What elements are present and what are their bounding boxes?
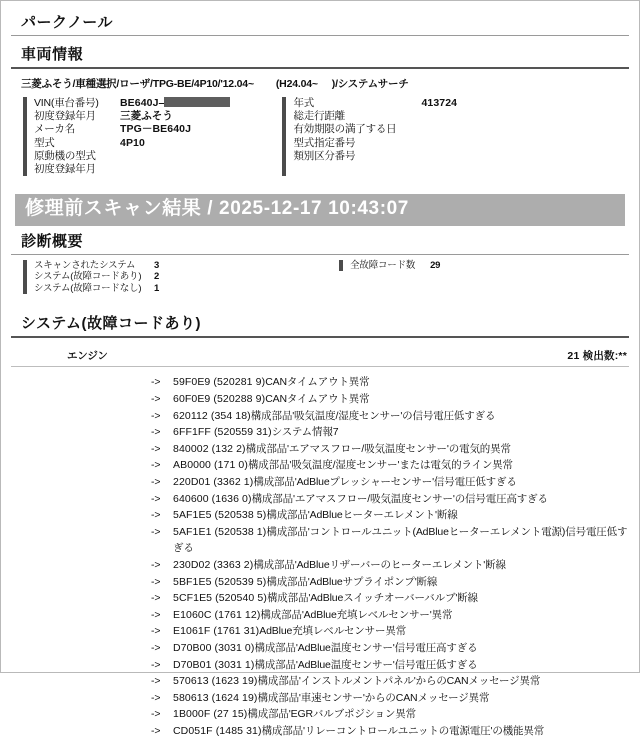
summary-row: [350, 260, 440, 272]
breadcrumb-path: 三菱ふそう/車種選択/ローザ/TPG-BE/4P10/'12.04~: [21, 78, 254, 90]
arrow-icon: ->: [151, 558, 161, 571]
dtc-code: 620112 (354 18): [173, 409, 251, 422]
arrow-icon: ->: [151, 658, 161, 671]
dtc-code: D70B01 (3031 1): [173, 658, 255, 671]
vehicle-info-right-column: [282, 97, 457, 176]
breadcrumb-year: (H24.04~: [275, 78, 318, 90]
vehicle-info-row: [34, 123, 230, 136]
dtc-description: 構成部品'EGRバルブポジション異常: [247, 708, 416, 721]
dtc-row[interactable]: [11, 507, 629, 524]
dtc-row[interactable]: [11, 441, 629, 458]
summary-value: 1: [154, 282, 160, 294]
dtc-code: 59F0E9 (520281 9): [173, 376, 266, 389]
vehicle-info-row: [293, 110, 457, 123]
dtc-code: 60F0E9 (520288 9): [173, 393, 266, 405]
dtc-code: 5AF1E5 (520538 5): [173, 509, 267, 522]
dtc-code: 570613 (1623 19): [173, 675, 258, 688]
breadcrumb-tail: )/システムサーチ: [331, 78, 409, 90]
vin-redaction-bar: [164, 97, 230, 107]
dtc-description: 構成部品'インストルメントパネル'からのCANメッセージ異常: [257, 675, 541, 688]
dtc-code: 5BF1E5 (520539 5): [173, 575, 267, 588]
vehicle-info-row: [34, 110, 230, 123]
dtc-code: 220D01 (3362 1): [173, 475, 254, 488]
arrow-icon: ->: [151, 708, 161, 721]
vehicle-info-label: 初度登録年月: [34, 163, 96, 176]
arrow-icon: ->: [151, 675, 161, 688]
accent-bar: [339, 260, 343, 271]
dtc-description: AdBlue充填レベルセンサー異常: [259, 625, 407, 638]
dtc-description: 構成部品'リレーコントロールユニットの電源電圧'の機能異常: [261, 724, 545, 737]
dtc-description: 構成部品'車速センサー'からのCANメッセージ異常: [257, 691, 490, 704]
arrow-icon: ->: [151, 459, 161, 472]
vehicle-info-value: BE640J–: [120, 97, 165, 109]
dtc-list: [11, 374, 629, 739]
vehicle-info: [11, 97, 629, 176]
dtc-code: 580613 (1624 19): [173, 691, 258, 704]
summary-right-block: [339, 260, 440, 295]
dtc-row[interactable]: [11, 424, 629, 441]
summary-row: [34, 283, 159, 295]
arrow-icon: ->: [151, 608, 161, 621]
vehicle-info-title: 車両情報: [11, 39, 629, 69]
diagnostic-summary-title: 診断概要: [11, 226, 629, 255]
vehicle-info-value: 413724: [421, 97, 458, 109]
dtc-row[interactable]: [11, 491, 629, 508]
dtc-row[interactable]: [11, 623, 629, 640]
dtc-description: 構成部品'AdBlueリザーバーのヒーターエレメント'断線: [253, 558, 506, 571]
dtc-row[interactable]: [11, 673, 629, 690]
dtc-description: システム情報7: [271, 426, 339, 439]
vehicle-info-row: [34, 137, 230, 150]
vehicle-info-row: [34, 163, 230, 176]
summary-value: 3: [154, 259, 160, 271]
dtc-code: 640600 (1636 0): [173, 492, 252, 505]
vehicle-info-row: [293, 97, 457, 110]
dtc-row[interactable]: [11, 474, 629, 491]
vehicle-info-row: [293, 150, 457, 163]
dtc-code: 5CF1E5 (520540 5): [173, 592, 267, 605]
dtc-description: 構成部品'吸気温度/湿度センサー'または電気的ライン異常: [247, 459, 513, 472]
dtc-row[interactable]: [11, 657, 629, 674]
vehicle-info-label: 類別区分番号: [293, 149, 356, 162]
arrow-icon: ->: [151, 641, 161, 654]
dtc-row[interactable]: [11, 457, 629, 474]
dtc-row[interactable]: [11, 408, 629, 425]
dtc-description: 構成部品'AdBlueヒーターエレメント'断線: [266, 509, 458, 522]
breadcrumb: [11, 73, 629, 97]
dtc-description: 構成部品'AdBlueプレッシャーセンサー'信号電圧低すぎる: [253, 475, 517, 488]
vehicle-info-row: [34, 97, 230, 110]
dtc-code: AB0000 (171 0): [173, 459, 248, 472]
vehicle-info-value: 4P10: [120, 136, 145, 149]
arrow-icon: ->: [151, 575, 161, 588]
accent-bar: [23, 260, 27, 295]
vehicle-info-value: 三菱ふそう: [120, 110, 173, 123]
dtc-description: 構成部品'吸気温度/湿度センサー'の信号電圧低すぎる: [250, 409, 496, 422]
summary-row: [34, 260, 159, 272]
system-row-engine[interactable]: [11, 342, 629, 367]
accent-bar: [23, 97, 27, 176]
dtc-row[interactable]: [11, 690, 629, 707]
dtc-description: CANタイムアウト異常: [265, 393, 370, 405]
vehicle-info-label: 年式: [293, 97, 315, 109]
arrow-icon: ->: [151, 409, 161, 422]
dtc-code: 840002 (132 2): [173, 442, 246, 455]
dtc-description: 構成部品'エアマスフロー/吸気温度センサー'の信号電圧高すぎる: [251, 492, 548, 505]
vehicle-info-row: [34, 150, 230, 163]
arrow-icon: ->: [151, 492, 161, 505]
dtc-row[interactable]: [11, 590, 629, 607]
page-title: パークノール: [11, 7, 629, 36]
dtc-description: 構成部品'AdBlueサプライポンプ'断線: [266, 575, 438, 588]
vehicle-info-value: TPG－BE640J: [120, 123, 192, 136]
vehicle-info-label: 型式指定番号: [293, 136, 356, 149]
arrow-icon: ->: [151, 393, 161, 405]
dtc-code: 6FF1FF (520559 31): [173, 426, 272, 439]
dtc-row[interactable]: [11, 391, 629, 408]
dtc-row[interactable]: [11, 723, 629, 739]
vehicle-info-label: メーカ名: [34, 123, 75, 136]
vehicle-info-label: 総走行距離: [293, 110, 345, 123]
dtc-row[interactable]: [11, 574, 629, 591]
dtc-description: CANタイムアウト異常: [265, 376, 370, 389]
dtc-description: 構成部品'AdBlueスイッチオーバーバルブ'断線: [266, 592, 478, 605]
summary-label: システム(故障コードなし): [34, 282, 142, 294]
dtc-description: 構成部品'AdBlue温度センサー'信号電圧高すぎる: [254, 641, 478, 654]
arrow-icon: ->: [151, 426, 161, 439]
dtc-code: E1061F (1761 31): [173, 625, 260, 638]
vehicle-info-left-column: [23, 97, 230, 176]
diagnostic-summary: [11, 260, 629, 295]
dtc-row[interactable]: [11, 524, 629, 557]
summary-label: スキャンされたシステム: [34, 259, 136, 271]
summary-row: [34, 271, 159, 283]
dtc-description: 構成部品'コントロールユニット(AdBlueヒーターエレメント電源)信号電圧低すぎる: [173, 525, 628, 555]
summary-label: システム(故障コードあり): [34, 271, 142, 283]
detected-count-label: 21 検出数:**: [567, 350, 627, 363]
vehicle-info-row: [293, 123, 457, 136]
arrow-icon: ->: [151, 724, 161, 737]
dtc-description: 構成部品'AdBlue温度センサー'信号電圧低すぎる: [254, 658, 478, 671]
summary-value: 29: [430, 259, 441, 271]
dtc-row[interactable]: [11, 640, 629, 657]
arrow-icon: ->: [151, 691, 161, 704]
dtc-code: E1060C (1761 12): [173, 608, 261, 621]
accent-bar: [282, 97, 286, 176]
dtc-code: 5AF1E1 (520538 1): [173, 525, 267, 538]
dtc-code: 230D02 (3363 2): [173, 558, 254, 571]
dtc-row[interactable]: [11, 374, 629, 391]
arrow-icon: ->: [151, 376, 161, 389]
vehicle-info-label: VIN(車台番号): [34, 97, 99, 109]
dtc-code: 1B000F (27 15): [173, 708, 248, 721]
dtc-code: D70B00 (3031 0): [173, 641, 255, 654]
vehicle-info-label: 原動機の型式: [34, 149, 96, 162]
arrow-icon: ->: [151, 592, 161, 605]
dtc-row[interactable]: [11, 557, 629, 574]
dtc-row[interactable]: [11, 706, 629, 723]
vehicle-info-row: [293, 137, 457, 150]
systems-with-dtc-title: システム(故障コードあり): [11, 308, 629, 338]
summary-label: 全故障コード数: [350, 259, 416, 271]
scan-result-banner: 修理前スキャン結果 / 2025-12-17 10:43:07: [15, 194, 625, 225]
dtc-description: 構成部品'AdBlue充填レベルセンサー'異常: [260, 608, 453, 621]
dtc-code: CD051F (1485 31): [173, 724, 262, 737]
dtc-row[interactable]: [11, 607, 629, 624]
arrow-icon: ->: [151, 525, 161, 538]
vehicle-info-label: 有効期限の満了する日: [293, 123, 397, 136]
summary-left-block: [23, 260, 159, 295]
vehicle-info-label: 初度登録年月: [34, 110, 96, 123]
arrow-icon: ->: [151, 625, 161, 638]
arrow-icon: ->: [151, 509, 161, 522]
summary-value: 2: [154, 271, 160, 283]
system-name-label: エンジン: [67, 350, 108, 363]
vehicle-info-label: 型式: [34, 136, 55, 149]
arrow-icon: ->: [151, 475, 161, 488]
dtc-description: 構成部品'エアマスフロー/吸気温度センサー'の電気的異常: [245, 442, 511, 455]
arrow-icon: ->: [151, 442, 161, 455]
